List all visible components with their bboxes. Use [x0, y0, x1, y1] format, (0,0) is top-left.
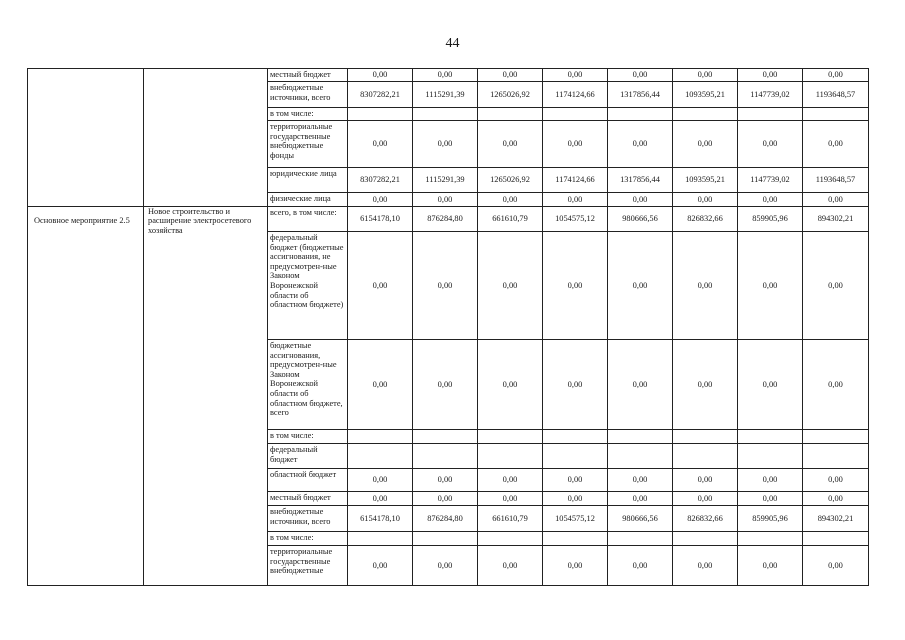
value-cell [673, 532, 738, 546]
value-cell: 0,00 [478, 492, 543, 506]
activity-status: Основное мероприятие 2.5 [34, 216, 130, 225]
funding-source-cell: федеральный бюджет [268, 444, 348, 469]
value-cell: 661610,79 [478, 207, 543, 232]
page-number: 44 [445, 36, 460, 51]
value-cell: 1174124,66 [543, 82, 608, 108]
value-cell: 661610,79 [478, 506, 543, 532]
value-cell: 0,00 [413, 193, 478, 207]
value-cell [608, 444, 673, 469]
funding-source-cell: местный бюджет [268, 492, 348, 506]
value-cell: 0,00 [608, 69, 673, 82]
value-cell: 0,00 [673, 232, 738, 340]
value-cell: 0,00 [478, 232, 543, 340]
value-cell: 0,00 [673, 492, 738, 506]
value-cell [738, 444, 803, 469]
value-cell: 0,00 [478, 546, 543, 586]
activity-name: Новое строительство и расширение электросетевого хозяйства [148, 207, 252, 235]
value-cell [348, 532, 413, 546]
value-cell: 980666,56 [608, 207, 673, 232]
value-cell: 8307282,21 [348, 82, 413, 108]
value-cell: 0,00 [738, 546, 803, 586]
value-cell: 0,00 [608, 121, 673, 168]
funding-source-cell: бюджетные ассигнования, предусмотрен-ные Законом Воронежской области об областном бюджете, всего [268, 340, 348, 430]
value-cell: 0,00 [608, 492, 673, 506]
value-cell: 1115291,39 [413, 168, 478, 193]
table-row [28, 69, 869, 82]
value-cell: 0,00 [543, 232, 608, 340]
value-cell: 0,00 [608, 340, 673, 430]
funding-source-cell: областной бюджет [268, 469, 348, 492]
value-cell: 0,00 [543, 193, 608, 207]
value-cell: 1054575,12 [543, 506, 608, 532]
value-cell: 0,00 [413, 546, 478, 586]
value-cell: 8307282,21 [348, 168, 413, 193]
value-cell: 0,00 [608, 469, 673, 492]
value-cell: 859905,96 [738, 506, 803, 532]
value-cell: 0,00 [413, 469, 478, 492]
value-cell: 0,00 [413, 69, 478, 82]
value-cell: 0,00 [478, 340, 543, 430]
value-cell: 1115291,39 [413, 82, 478, 108]
value-cell: 0,00 [478, 193, 543, 207]
value-cell: 1093595,21 [673, 168, 738, 193]
value-cell: 0,00 [348, 121, 413, 168]
value-cell: 0,00 [348, 546, 413, 586]
value-cell: 0,00 [478, 121, 543, 168]
value-cell: 0,00 [673, 469, 738, 492]
value-cell [738, 532, 803, 546]
value-cell: 6154178,10 [348, 207, 413, 232]
funding-source-cell: территориальные государственные внебюджетные [268, 546, 348, 586]
activity-name-cell [144, 207, 268, 586]
value-cell [478, 444, 543, 469]
value-cell [413, 430, 478, 444]
value-cell: 0,00 [803, 492, 869, 506]
value-cell [738, 430, 803, 444]
activity-status-cell-continued [28, 69, 144, 207]
funding-source-cell: в том числе: [268, 532, 348, 546]
value-cell [608, 430, 673, 444]
budget-table-body [28, 69, 869, 586]
value-cell: 0,00 [543, 546, 608, 586]
value-cell: 0,00 [803, 121, 869, 168]
value-cell [543, 444, 608, 469]
value-cell: 0,00 [803, 469, 869, 492]
value-cell: 0,00 [478, 69, 543, 82]
value-cell: 1317856,44 [608, 168, 673, 193]
value-cell [478, 108, 543, 121]
value-cell [803, 108, 869, 121]
value-cell [608, 108, 673, 121]
value-cell: 894302,21 [803, 207, 869, 232]
value-cell [673, 444, 738, 469]
value-cell [348, 430, 413, 444]
value-cell: 0,00 [673, 121, 738, 168]
value-cell: 0,00 [803, 232, 869, 340]
value-cell: 0,00 [738, 340, 803, 430]
value-cell: 0,00 [738, 121, 803, 168]
value-cell: 0,00 [608, 546, 673, 586]
value-cell: 0,00 [543, 469, 608, 492]
value-cell: 0,00 [348, 232, 413, 340]
value-cell: 1093595,21 [673, 82, 738, 108]
value-cell: 1147739,02 [738, 168, 803, 193]
value-cell: 876284,80 [413, 506, 478, 532]
value-cell: 1147739,02 [738, 82, 803, 108]
funding-source-cell: федеральный бюджет (бюджетные ассигнования, не предусмотрен-ные Законом Воронежской области об областном бюджете) [268, 232, 348, 340]
value-cell: 0,00 [738, 469, 803, 492]
value-cell: 0,00 [543, 121, 608, 168]
value-cell [543, 430, 608, 444]
value-cell: 0,00 [803, 546, 869, 586]
funding-source-cell: территориальные государственные внебюджетные фонды [268, 121, 348, 168]
value-cell [608, 532, 673, 546]
activity-name-cell-continued [144, 69, 268, 207]
value-cell: 1174124,66 [543, 168, 608, 193]
activity-status-cell [28, 207, 144, 586]
value-cell: 1054575,12 [543, 207, 608, 232]
funding-source-cell: юридические лица [268, 168, 348, 193]
value-cell: 0,00 [478, 469, 543, 492]
funding-source-cell: в том числе: [268, 430, 348, 444]
funding-source-cell: внебюджетные источники, всего [268, 82, 348, 108]
value-cell: 0,00 [543, 340, 608, 430]
value-cell: 826832,66 [673, 506, 738, 532]
value-cell: 980666,56 [608, 506, 673, 532]
value-cell: 894302,21 [803, 506, 869, 532]
value-cell [543, 532, 608, 546]
value-cell: 0,00 [738, 69, 803, 82]
value-cell: 1265026,92 [478, 82, 543, 108]
funding-source-cell: физические лица [268, 193, 348, 207]
value-cell [348, 444, 413, 469]
value-cell: 0,00 [738, 232, 803, 340]
value-cell: 0,00 [738, 193, 803, 207]
value-cell: 0,00 [673, 546, 738, 586]
value-cell [673, 430, 738, 444]
value-cell: 0,00 [413, 121, 478, 168]
value-cell: 0,00 [348, 69, 413, 82]
value-cell [803, 444, 869, 469]
value-cell [413, 532, 478, 546]
value-cell: 0,00 [348, 492, 413, 506]
value-cell [348, 108, 413, 121]
value-cell [413, 108, 478, 121]
value-cell: 0,00 [803, 69, 869, 82]
value-cell: 0,00 [803, 340, 869, 430]
value-cell: 1317856,44 [608, 82, 673, 108]
funding-source-cell: всего, в том числе: [268, 207, 348, 232]
value-cell [543, 108, 608, 121]
value-cell [803, 532, 869, 546]
value-cell: 0,00 [348, 340, 413, 430]
table-row [28, 207, 869, 232]
value-cell: 0,00 [673, 340, 738, 430]
value-cell [478, 532, 543, 546]
value-cell: 1193648,57 [803, 82, 869, 108]
value-cell: 0,00 [608, 193, 673, 207]
value-cell [738, 108, 803, 121]
value-cell: 1265026,92 [478, 168, 543, 193]
value-cell [673, 108, 738, 121]
value-cell: 876284,80 [413, 207, 478, 232]
value-cell: 0,00 [673, 193, 738, 207]
value-cell [478, 430, 543, 444]
funding-source-cell: местный бюджет [268, 69, 348, 82]
funding-source-cell: в том числе: [268, 108, 348, 121]
value-cell: 0,00 [413, 492, 478, 506]
value-cell: 0,00 [413, 232, 478, 340]
value-cell: 0,00 [803, 193, 869, 207]
value-cell [803, 430, 869, 444]
value-cell: 0,00 [738, 492, 803, 506]
value-cell: 0,00 [348, 469, 413, 492]
value-cell: 859905,96 [738, 207, 803, 232]
value-cell: 0,00 [348, 193, 413, 207]
value-cell [413, 444, 478, 469]
value-cell: 6154178,10 [348, 506, 413, 532]
value-cell: 0,00 [543, 492, 608, 506]
budget-table [27, 68, 869, 586]
value-cell: 0,00 [413, 340, 478, 430]
value-cell: 826832,66 [673, 207, 738, 232]
value-cell: 0,00 [608, 232, 673, 340]
value-cell: 0,00 [543, 69, 608, 82]
value-cell: 0,00 [673, 69, 738, 82]
value-cell: 1193648,57 [803, 168, 869, 193]
funding-source-cell: внебюджетные источники, всего [268, 506, 348, 532]
